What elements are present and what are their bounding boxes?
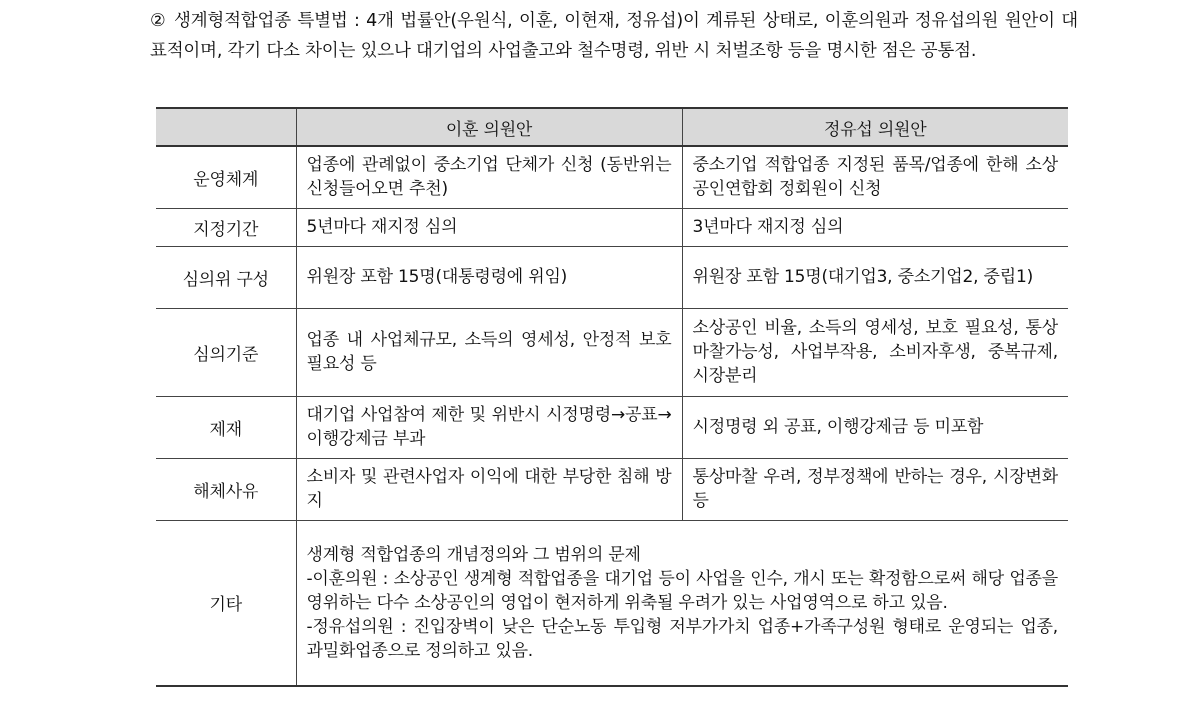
intro-paragraph [150,6,1078,66]
comparison-table [156,107,1068,687]
cell-lee-hoon: 5년마다 재지정 심의 [296,208,682,246]
row-label-designation-period: 지정기간 [156,208,296,246]
row-label-review-criteria: 심의기준 [156,308,296,396]
row-label-committee-composition: 심의위 구성 [156,246,296,308]
cell-jeong-yu-seop: 소상공인 비율, 소득의 영세성, 보호 필요성, 통상마찰가능성, 사업부작용, 소비자후생, 중복규제, 시장분리 [682,308,1068,396]
cell-lee-hoon: 업종 내 사업체규모, 소득의 영세성, 안정적 보호 필요성 등 [296,308,682,396]
etc-line-lee-hoon: -이훈의원 : 소상공인 생계형 적합업종을 대기업 등이 사업을 인수, 개시 또는 확정함으로써 해당 업종을 영위하는 다수 소상공인의 영업이 현저하게 위축될 우려가 있는 사업영역으로 하고 있음. [306,568,1058,613]
table-row [156,396,1068,458]
row-label-etc: 기타 [156,520,296,686]
cell-etc-merged [296,520,1068,686]
intro-text: 생계형적합업종 특별법 : 4개 법률안(우원식, 이훈, 이현재, 정유섭)이 계류된 상태로, 이훈의원과 정유섭의원 원안이 대표적이며, 각기 다소 차이는 있으나 대기업의 사업출고와 철수명령, 위반 시 처벌조항 등을 명시한 점은 공통점. [150,11,1078,61]
table-header-row [156,108,1068,146]
row-label-operating-system: 운영체계 [156,146,296,208]
row-label-sanctions: 제재 [156,396,296,458]
etc-line-jeong-yu-seop: -정유섭의원 : 진입장벽이 낮은 단순노동 투입형 저부가가치 업종+가족구성원 형태로 운영되는 업종, 과밀화업종으로 정의하고 있음. [306,616,1058,661]
etc-line-heading: 생계형 적합업종의 개념정의와 그 범위의 문제 [306,544,641,565]
cell-jeong-yu-seop: 3년마다 재지정 심의 [682,208,1068,246]
cell-jeong-yu-seop: 시정명령 외 공표, 이행강제금 등 미포함 [682,396,1068,458]
table-row [156,208,1068,246]
cell-lee-hoon: 소비자 및 관련사업자 이익에 대한 부당한 침해 방지 [296,458,682,520]
cell-lee-hoon: 업종에 관례없이 중소기업 단체가 신청 (동반위는 신청들어오면 추천) [296,146,682,208]
table-row-etc [156,520,1068,686]
circled-number-marker: ② [150,11,166,31]
cell-jeong-yu-seop: 위원장 포함 15명(대기업3, 중소기업2, 중립1) [682,246,1068,308]
header-blank-cell [156,108,296,146]
table-row [156,146,1068,208]
cell-jeong-yu-seop: 통상마찰 우려, 정부정책에 반하는 경우, 시장변화 등 [682,458,1068,520]
table-row [156,246,1068,308]
header-lee-hoon-bill: 이훈 의원안 [296,108,682,146]
row-label-release-reason: 해체사유 [156,458,296,520]
cell-lee-hoon: 대기업 사업참여 제한 및 위반시 시정명령→공표→이행강제금 부과 [296,396,682,458]
cell-lee-hoon: 위원장 포함 15명(대통령령에 위임) [296,246,682,308]
table-row [156,308,1068,396]
cell-jeong-yu-seop: 중소기업 적합업종 지정된 품목/업종에 한해 소상공인연합회 정회원이 신청 [682,146,1068,208]
header-jeong-yu-seop-bill: 정유섭 의원안 [682,108,1068,146]
table-row [156,458,1068,520]
